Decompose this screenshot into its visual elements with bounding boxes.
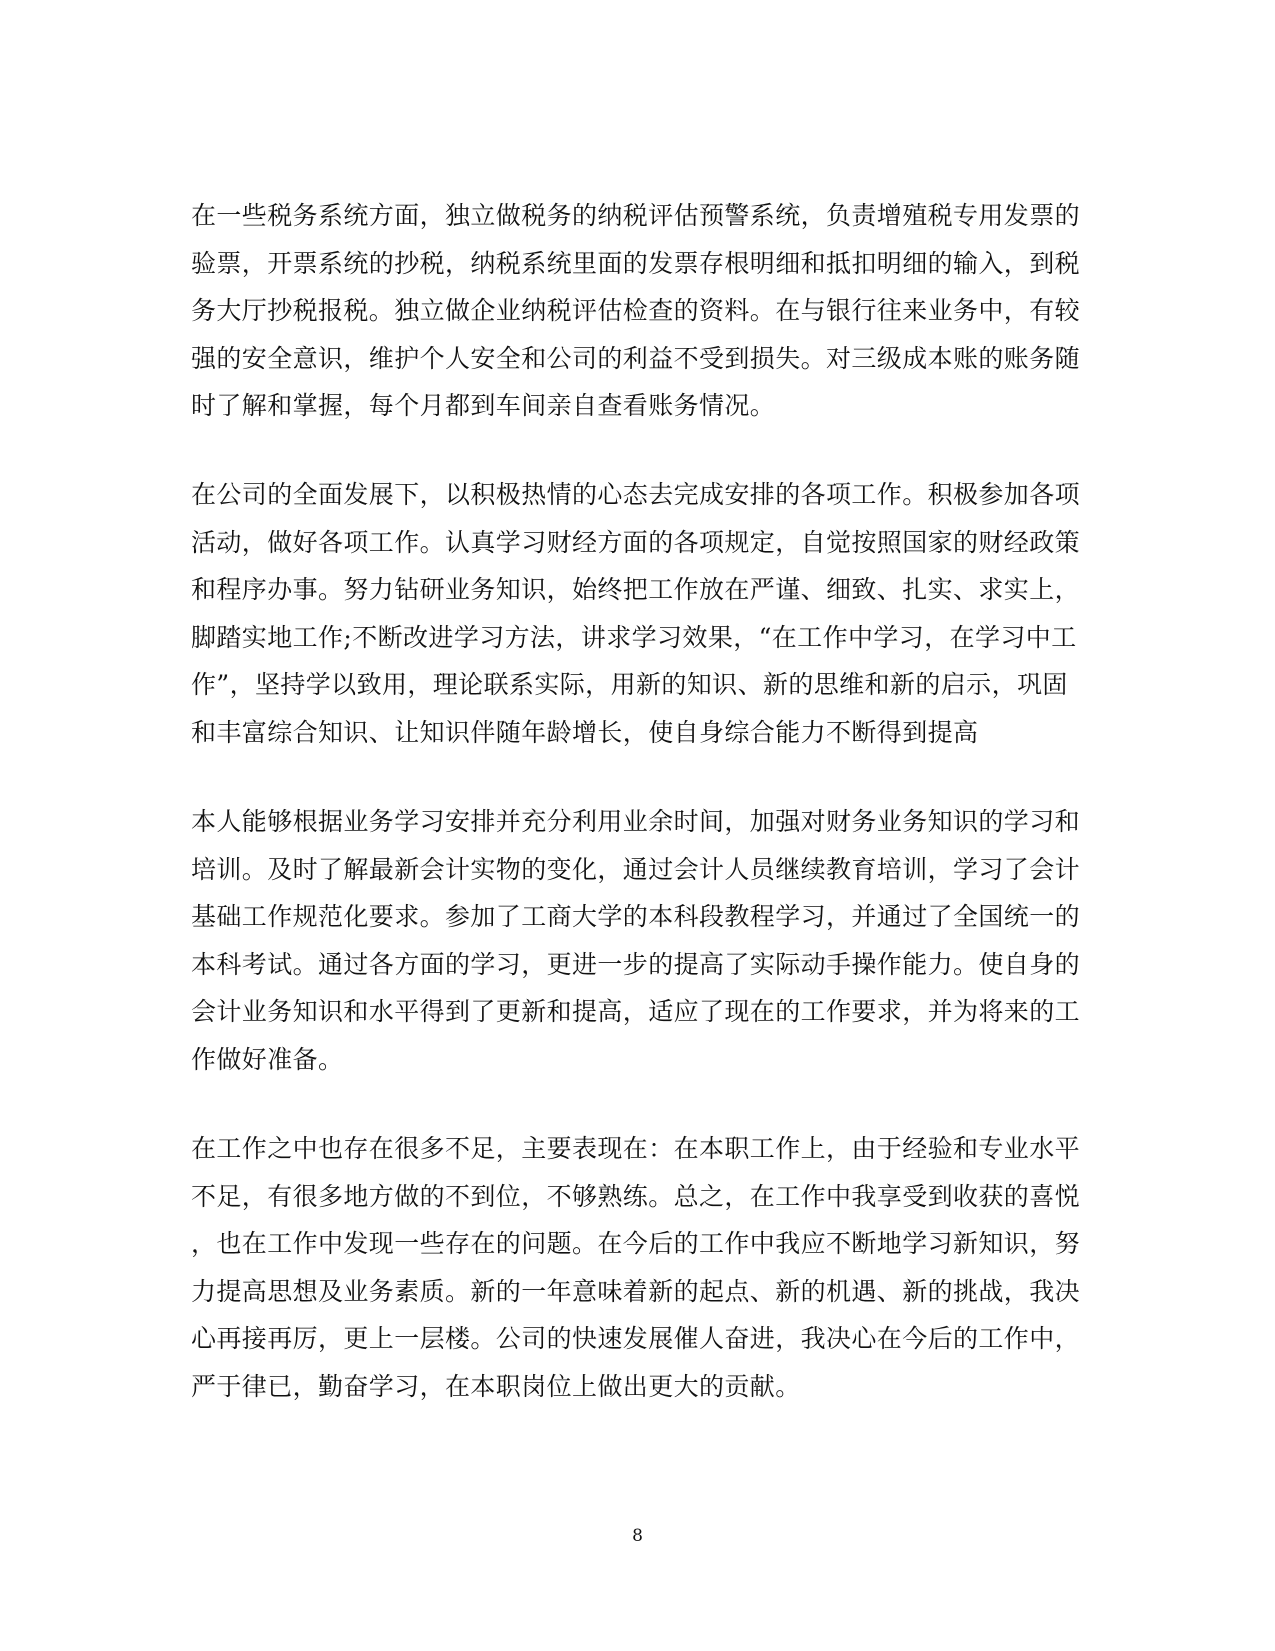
paragraph-3-line-4: 本科考试。通过各方面的学习，更进一步的提高了实际动手操作能力。使自身的 [191,950,1081,979]
paragraph-4-line-4: 力提高思想及业务素质。新的一年意味着新的起点、新的机遇、新的挑战，我决 [191,1277,1081,1306]
paragraph-3-line-1: 本人能够根据业务学习安排并充分利用业余时间，加强对财务业务知识的学习和 [191,807,1081,836]
paragraph-3-line-3: 基础工作规范化要求。参加了工商大学的本科段教程学习，并通过了全国统一的 [191,902,1081,931]
paragraph-2-line-4: 脚踏实地工作;不断改进学习方法，讲求学习效果，“在工作中学习，在学习中工 [191,623,1077,652]
paragraph-3-line-5: 会计业务知识和水平得到了更新和提高，适应了现在的工作要求，并为将来的工 [191,997,1081,1026]
paragraph-1-line-3: 务大厅抄税报税。独立做企业纳税评估检查的资料。在与银行往来业务中，有较 [191,296,1081,325]
paragraph-3-line-2: 培训。及时了解最新会计实物的变化，通过会计人员继续教育培训，学习了会计 [191,855,1081,884]
paragraph-2-line-3: 和程序办事。努力钻研业务知识，始终把工作放在严谨、细致、扎实、求实上， [191,575,1081,604]
paragraph-3-line-6: 作做好准备。 [191,1045,344,1074]
paragraph-4-line-2: 不足，有很多地方做的不到位，不够熟练。总之，在工作中我享受到收获的喜悦 [191,1182,1081,1211]
paragraph-2-line-1: 在公司的全面发展下，以积极热情的心态去完成安排的各项工作。积极参加各项 [191,480,1081,509]
paragraph-1-line-1: 在一些税务系统方面，独立做税务的纳税评估预警系统，负责增殖税专用发票的 [191,201,1081,230]
paragraph-1-line-5: 时了解和掌握，每个月都到车间亲自查看账务情况。 [191,391,776,420]
paragraph-1-line-4: 强的安全意识，维护个人安全和公司的利益不受到损失。对三级成本账的账务随 [191,344,1081,373]
paragraph-4-line-3: ，也在工作中发现一些存在的问题。在今后的工作中我应不断地学习新知识，努 [191,1229,1081,1258]
paragraph-4-line-5: 心再接再厉，更上一层楼。公司的快速发展催人奋进，我决心在今后的工作中， [191,1324,1081,1353]
paragraph-1-line-2: 验票，开票系统的抄税，纳税系统里面的发票存根明细和抵扣明细的输入，到税 [191,249,1081,278]
paragraph-2-line-5: 作”，坚持学以致用，理论联系实际，用新的知识、新的思维和新的启示，巩固 [191,670,1068,699]
paragraph-4-line-1: 在工作之中也存在很多不足，主要表现在：在本职工作上，由于经验和专业水平 [191,1134,1081,1163]
paragraph-4-line-6: 严于律已，勤奋学习，在本职岗位上做出更大的贡献。 [191,1372,801,1401]
paragraph-2-line-2: 活动，做好各项工作。认真学习财经方面的各项规定，自觉按照国家的财经政策 [191,528,1081,557]
page-number: 8 [632,1526,643,1546]
paragraph-2-line-6: 和丰富综合知识、让知识伴随年龄增长，使自身综合能力不断得到提高 [191,718,979,747]
